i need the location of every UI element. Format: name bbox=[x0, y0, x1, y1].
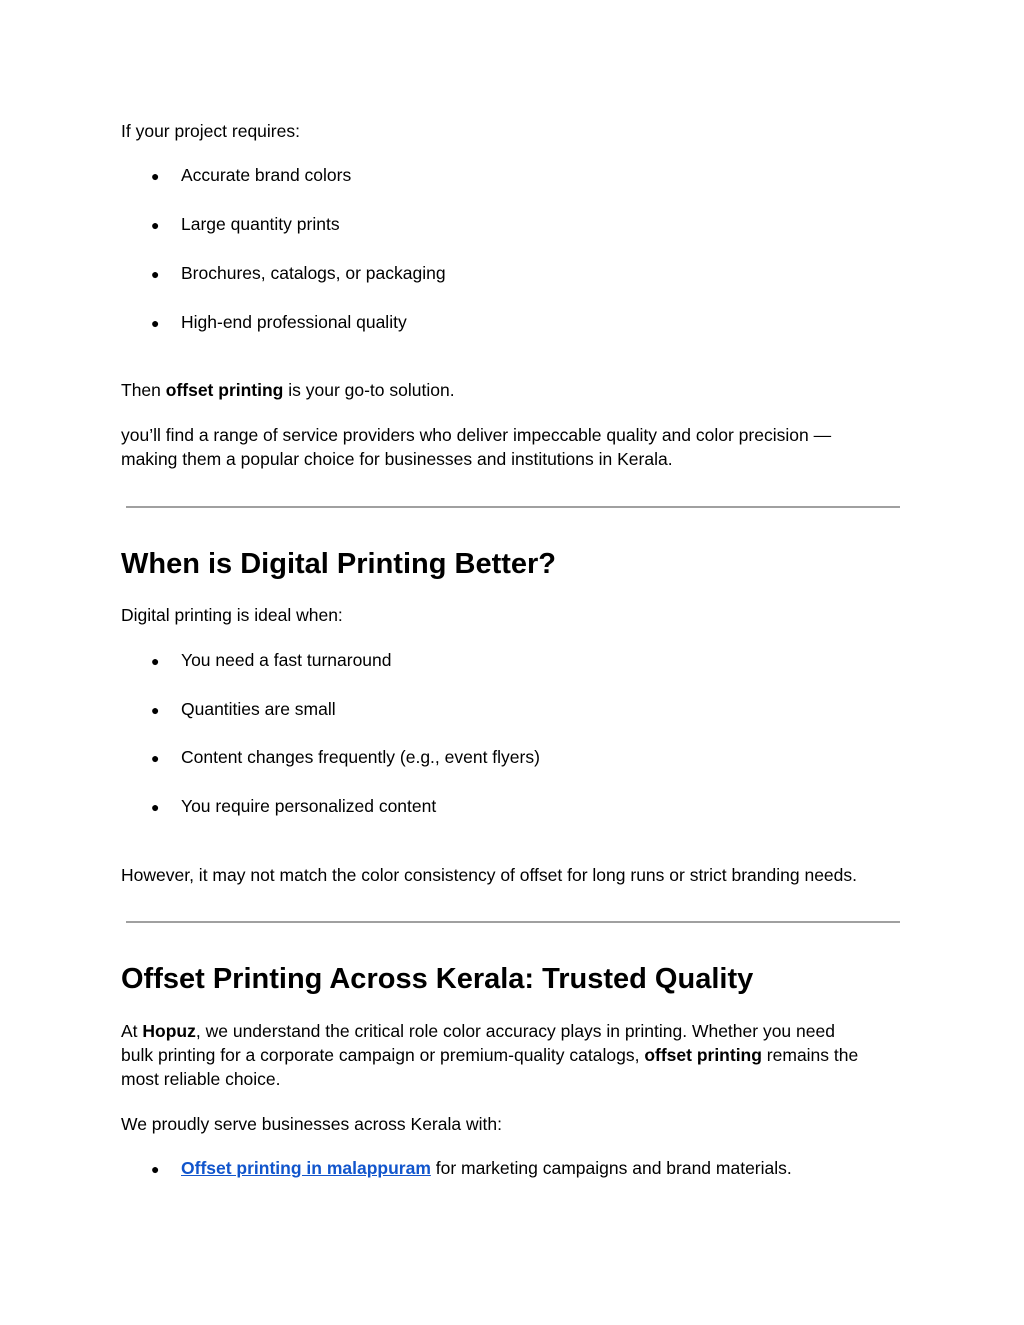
bullet-icon: ● bbox=[151, 266, 160, 282]
bullet-icon: ● bbox=[151, 315, 160, 331]
hopuz-paragraph: At Hopuz, we understand the critical role color accuracy plays in printing. Whether you need bulk printing for a corporate campaign or premium-quality catalogs, offset printing remains the most reliable choice. bbox=[121, 1021, 859, 1089]
list-item: ● You need a fast turnaround bbox=[151, 648, 392, 672]
bullet-icon: ● bbox=[151, 168, 160, 184]
horizontal-divider bbox=[126, 921, 900, 923]
bullet-icon: ● bbox=[151, 653, 160, 669]
brand-name: Hopuz bbox=[142, 1021, 196, 1041]
list-item: ● Offset printing in malappuram for marketing campaigns and brand materials. bbox=[151, 1156, 792, 1180]
providers-paragraph: you’ll find a range of service providers who deliver impeccable quality and color precision — making them a popular choice for businesses and institutions in Kerala. bbox=[121, 425, 832, 469]
list-item: ● Content changes frequently (e.g., event flyers) bbox=[151, 745, 540, 769]
offset-intro-lead: If your project requires: bbox=[121, 121, 300, 141]
list-item: ● Quantities are small bbox=[151, 697, 336, 721]
however-paragraph: However, it may not match the color consistency of offset for long runs or strict branding needs. bbox=[121, 865, 858, 885]
bullet-icon: ● bbox=[151, 1161, 160, 1177]
list-item: ● High-end professional quality bbox=[151, 310, 407, 334]
offset-malappuram-link[interactable]: Offset printing in malappuram bbox=[181, 1158, 431, 1178]
document-page bbox=[121, 0, 901, 1325]
bullet-icon: ● bbox=[151, 750, 160, 766]
list-item: ● Brochures, catalogs, or packaging bbox=[151, 261, 446, 285]
digital-heading: When is Digital Printing Better? bbox=[121, 548, 557, 580]
bullet-icon: ● bbox=[151, 799, 160, 815]
bullet-icon: ● bbox=[151, 217, 160, 233]
digital-lead: Digital printing is ideal when: bbox=[121, 605, 343, 625]
list-item: ● Large quantity prints bbox=[151, 212, 340, 236]
list-item: ● You require personalized content bbox=[151, 794, 436, 818]
serve-lead: We proudly serve businesses across Kerala with: bbox=[121, 1114, 502, 1134]
list-item: ● Accurate brand colors bbox=[151, 163, 351, 187]
horizontal-divider bbox=[126, 506, 900, 508]
bullet-icon: ● bbox=[151, 702, 160, 718]
then-offset-sentence: Then offset printing is your go-to solution. bbox=[121, 380, 455, 400]
kerala-heading: Offset Printing Across Kerala: Trusted Quality bbox=[121, 963, 754, 995]
